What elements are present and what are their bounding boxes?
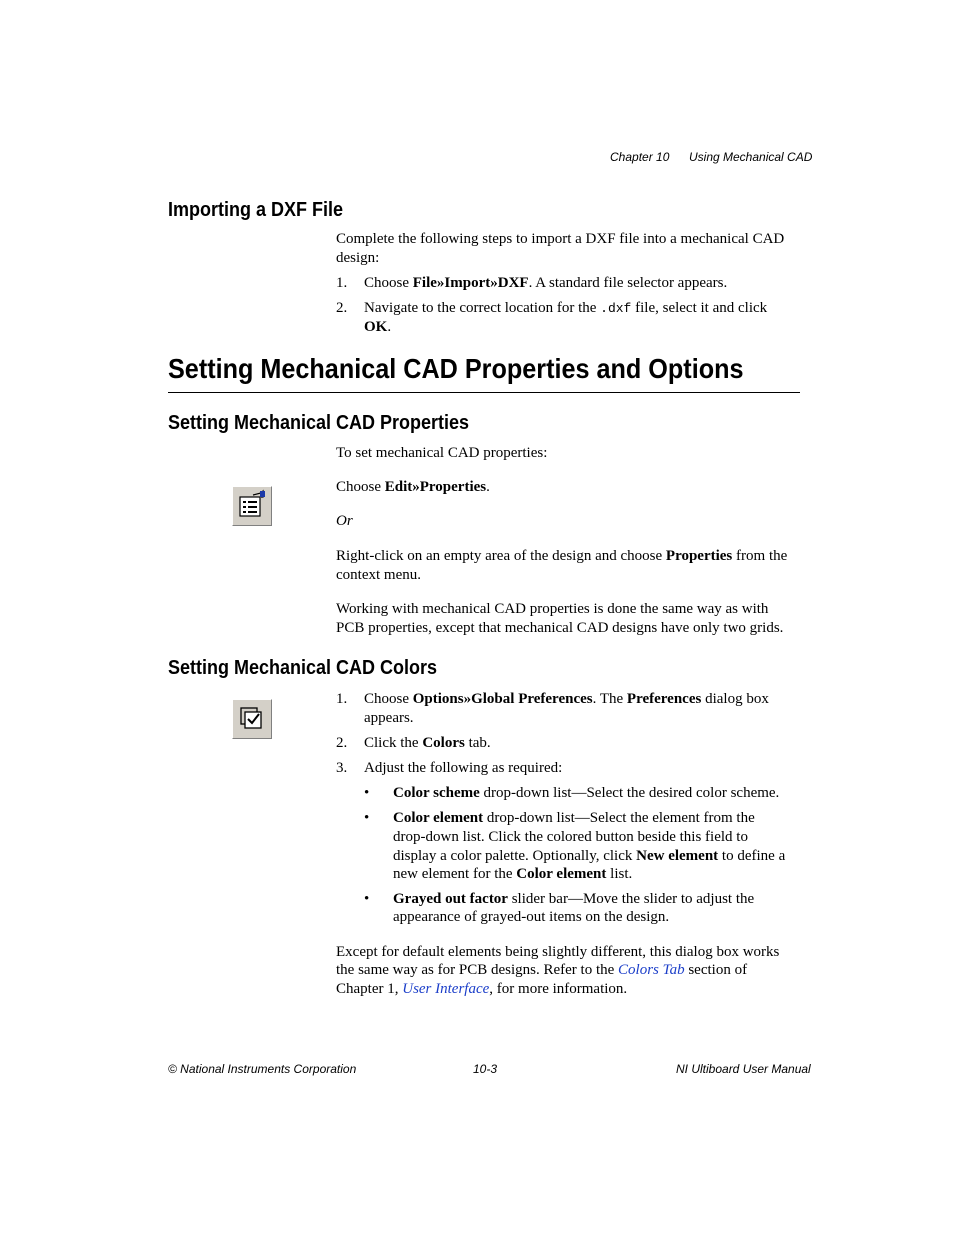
colors-except-line3: Chapter 1, User Interface, for more information.: [336, 981, 628, 997]
bullet-marker: •: [364, 810, 370, 826]
colors-except-line1: Except for default elements being slightly different, this dialog box works: [336, 944, 780, 960]
global-preferences-icon: [233, 700, 271, 738]
colors-step2: Click the Colors tab.: [364, 735, 491, 751]
bullet-grayed-out-line2: appearance of grayed-out items on the design.: [393, 909, 670, 925]
heading-rule: [168, 392, 800, 393]
colors-except-line2: the same way as for PCB designs. Refer to the Colors Tab section of: [336, 962, 748, 978]
colors-step3: Adjust the following as required:: [364, 760, 563, 776]
importing-intro-line1: Complete the following steps to import a DXF file into a mechanical CAD: [336, 231, 785, 247]
heading-properties: Setting Mechanical CAD Properties: [168, 412, 470, 434]
properties-right-click-line2: context menu.: [336, 567, 421, 583]
properties-choose: Choose Edit»Properties.: [336, 479, 490, 495]
importing-step2-line1: Navigate to the correct location for the .dxf file, select it and click: [364, 300, 768, 316]
properties-toolbar-button[interactable]: [232, 486, 272, 526]
step-number: 2.: [336, 300, 348, 316]
colors-step1-line2: appears.: [364, 710, 414, 726]
step-number: 1.: [336, 691, 348, 707]
importing-intro-line2: design:: [336, 250, 380, 266]
bullet-color-scheme: Color scheme drop-down list—Select the desired color scheme.: [393, 785, 780, 801]
heading-colors: Setting Mechanical CAD Colors: [168, 657, 438, 679]
properties-intro: To set mechanical CAD properties:: [336, 445, 548, 461]
header-title: Using Mechanical CAD: [689, 150, 813, 164]
properties-right-click-line1: Right-click on an empty area of the design and choose Properties from the: [336, 548, 788, 564]
colors-tab-link[interactable]: Colors Tab: [618, 962, 685, 978]
user-interface-link[interactable]: User Interface: [402, 981, 490, 997]
properties-or: Or: [336, 513, 353, 529]
step-number: 1.: [336, 275, 348, 291]
importing-step1: Choose File»Import»DXF. A standard file selector appears.: [364, 275, 728, 291]
heading-importing-dxf: Importing a DXF File: [168, 199, 344, 221]
properties-working-line2: PCB properties, except that mechanical CAD designs have only two grids.: [336, 620, 784, 636]
footer-copyright: © National Instruments Corporation: [168, 1062, 357, 1076]
bullet-color-element-line3: display a color palette. Optionally, click New element to define a: [393, 848, 786, 864]
footer-page-number: 10-3: [473, 1062, 498, 1076]
importing-step2-line2: OK.: [364, 319, 392, 335]
bullet-grayed-out-line1: Grayed out factor slider bar—Move the slider to adjust the: [393, 891, 755, 907]
bullet-marker: •: [364, 891, 370, 907]
bullet-color-element-line2: drop-down list. Click the colored button beside this field to: [393, 829, 748, 845]
bullet-color-element-line1: Color element drop-down list—Select the element from the: [393, 810, 755, 826]
bullet-marker: •: [364, 785, 370, 801]
footer-manual-title: NI Ultiboard User Manual: [676, 1062, 811, 1076]
header-chapter: Chapter 10: [610, 150, 670, 164]
main-heading: Setting Mechanical CAD Properties and Options: [168, 353, 744, 384]
properties-working-line1: Working with mechanical CAD properties is done the same way as with: [336, 601, 769, 617]
bullet-color-element-line4: new element for the Color element list.: [393, 866, 633, 882]
step-number: 2.: [336, 735, 348, 751]
global-preferences-toolbar-button[interactable]: [232, 699, 272, 739]
colors-step1-line1: Choose Options»Global Preferences. The Preferences dialog box: [364, 691, 769, 707]
properties-icon: [233, 487, 271, 525]
step-number: 3.: [336, 760, 348, 776]
